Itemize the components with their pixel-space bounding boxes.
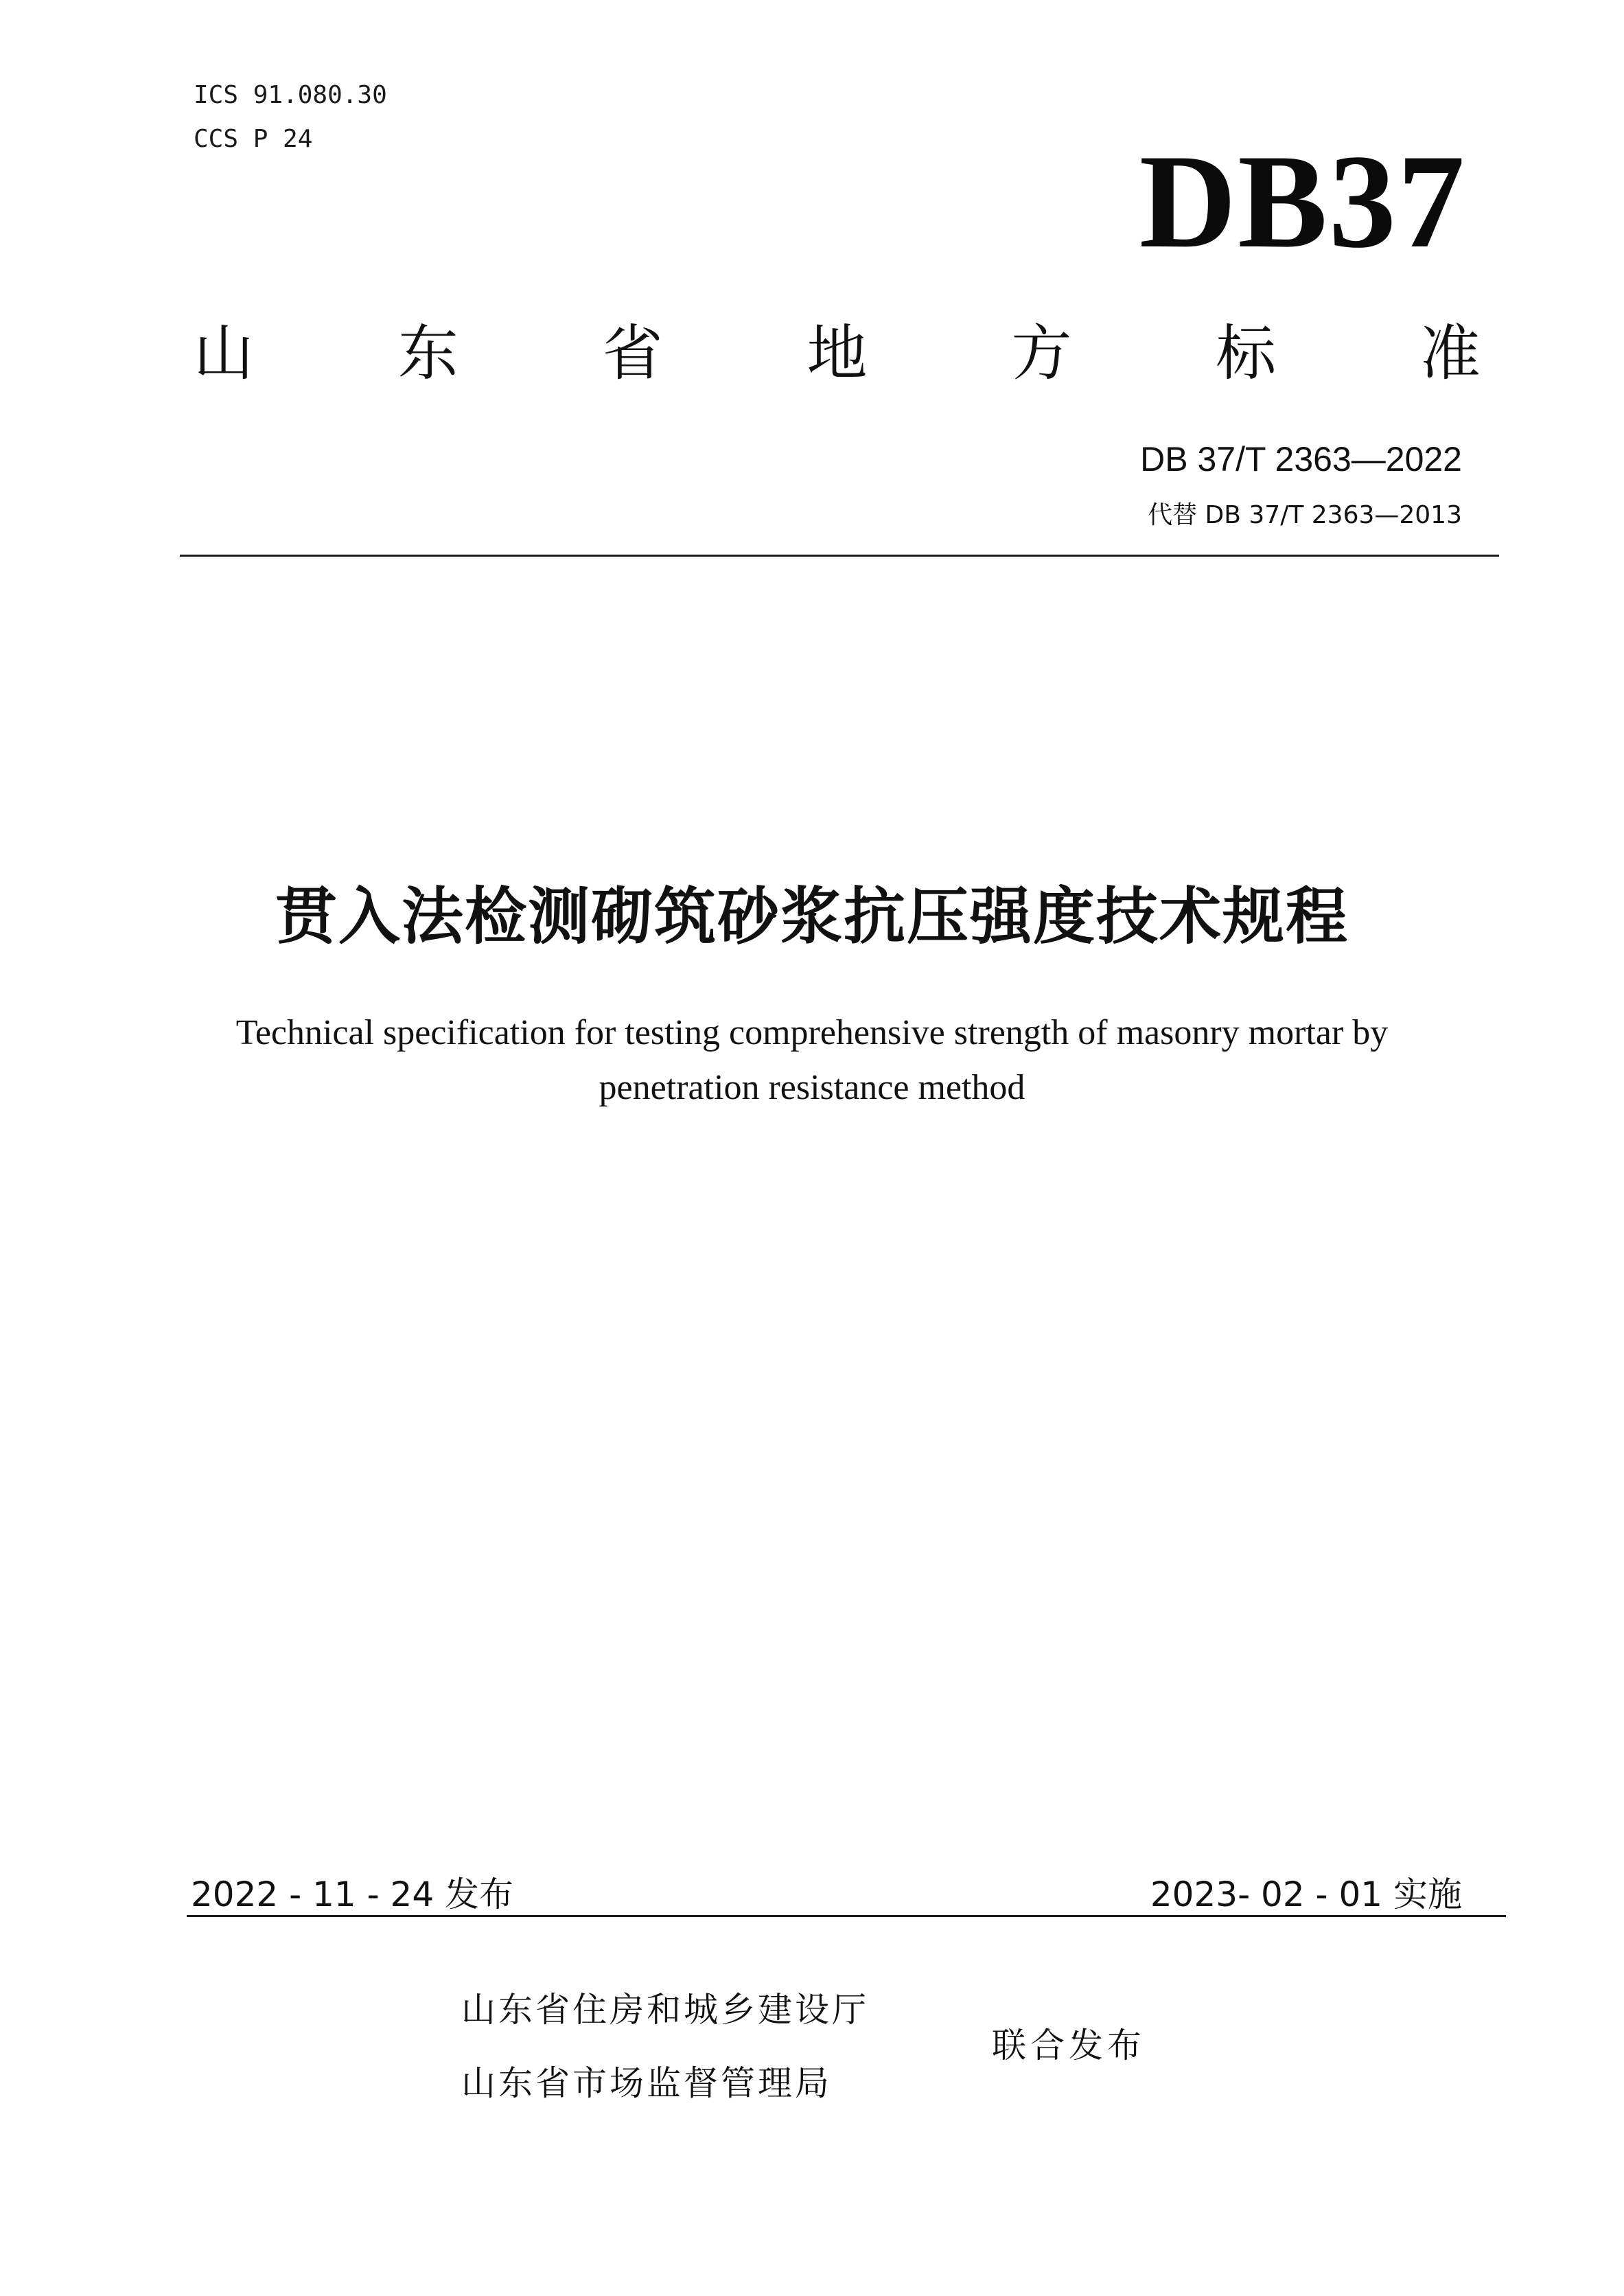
standard-type-char: 地	[807, 318, 868, 389]
issuer-housing-department: 山东省住房和城乡建设厅	[461, 1990, 869, 2030]
header-divider	[180, 555, 1499, 557]
implementation-date: 2023- 02 - 01 实施	[1150, 1875, 1462, 1914]
standard-type-char: 东	[397, 318, 459, 389]
replaces-standard: 代替 DB 37/T 2363—2013	[1148, 501, 1462, 529]
standard-type-char: 山	[194, 318, 255, 389]
footer-divider	[187, 1915, 1506, 1917]
ics-code: ICS 91.080.30	[194, 81, 387, 109]
standard-type-heading	[194, 317, 1481, 390]
db37-logo: DB37	[1139, 127, 1466, 276]
ccs-code: CCS P 24	[194, 125, 313, 153]
standard-number: DB 37/T 2363—2022	[1140, 440, 1462, 478]
issuer-market-regulation-bureau: 山东省市场监督管理局	[461, 2063, 832, 2103]
standard-type-char: 准	[1419, 318, 1481, 389]
document-title-zh: 贯入法检测砌筑砂浆抗压强度技术规程	[275, 881, 1349, 953]
standard-type-char: 省	[602, 318, 663, 389]
joint-release-label: 联合发布	[992, 2026, 1146, 2065]
issue-date: 2022 - 11 - 24 发布	[191, 1875, 514, 1914]
standard-type-char: 标	[1216, 318, 1277, 389]
document-title-en: Technical specification for testing comprehensive strength of masonry mortar by penetration resistance method	[235, 1013, 1389, 1107]
standard-type-char: 方	[1011, 318, 1072, 389]
